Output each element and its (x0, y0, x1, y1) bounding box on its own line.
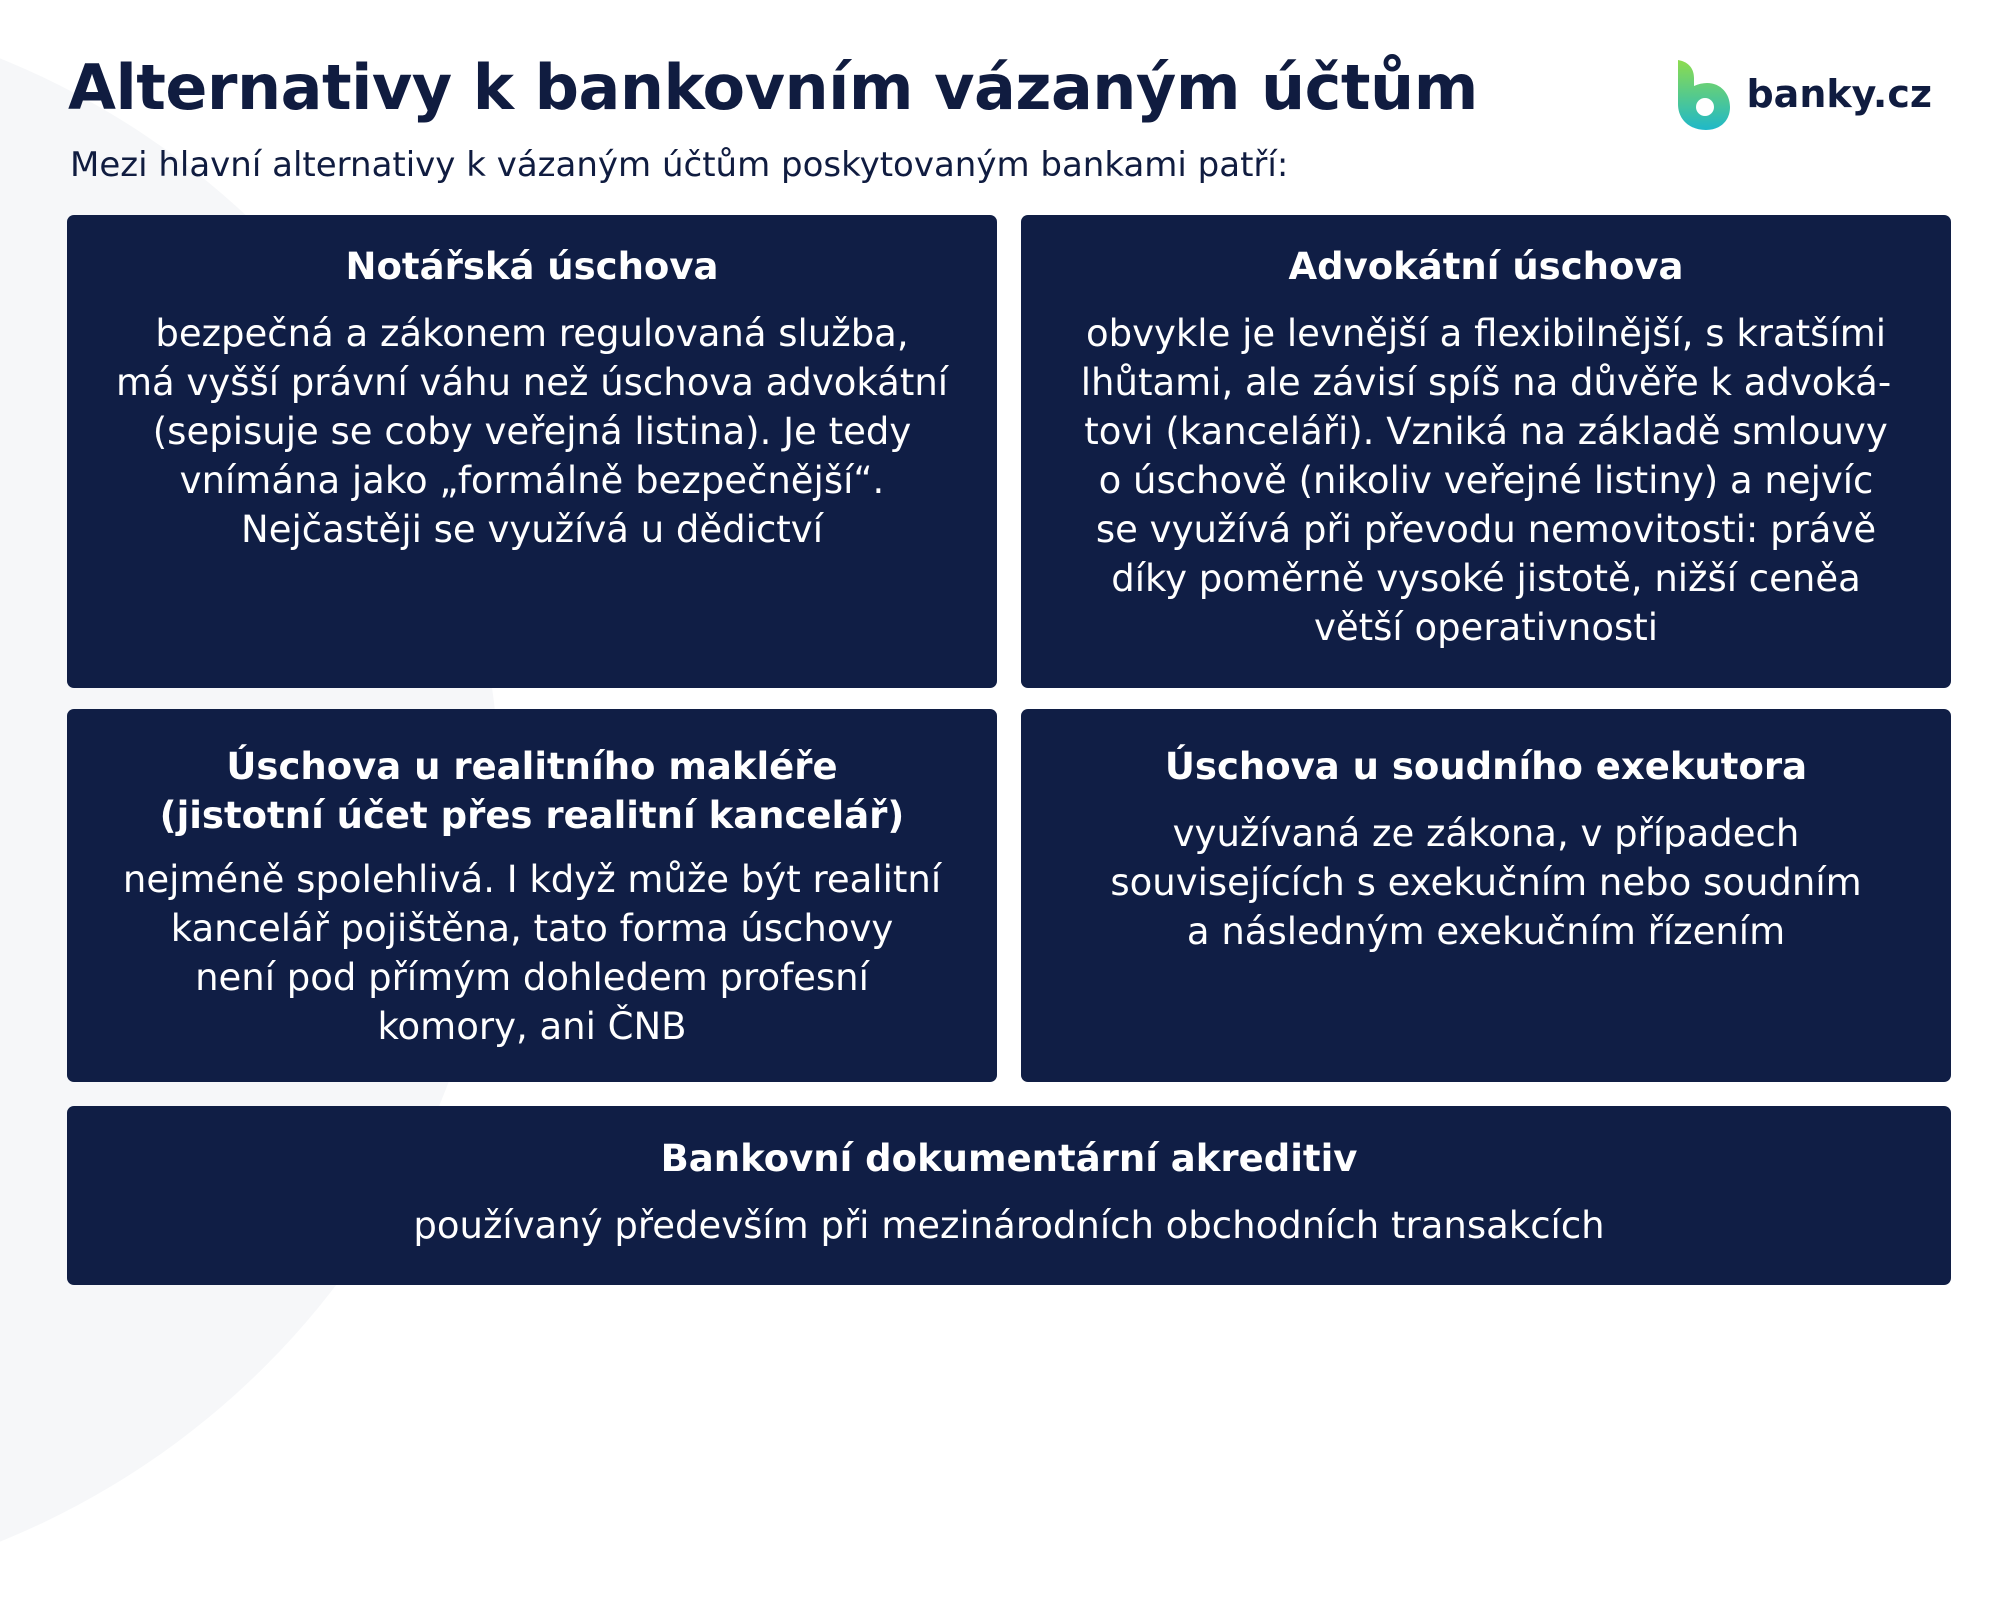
page-subtitle: Mezi hlavní alternativy k vázaným účtům poskytovaným bankami patří: (70, 145, 1289, 185)
logo (1674, 54, 1932, 134)
card-advokatni-uschova (1021, 215, 1951, 688)
card-text: obvykle je levnější a flexibilnější, s kratšími lhůtami, ale závisí spíš na důvěře k advoká- tovi (kanceláři). Vzniká na základě smlouvy o úschově (nikoliv veřejné listiny) a nejvíc se využívá při převodu nemovitosti: právě díky poměrně vysoké jistotě, nižší ceněa větší operativnosti (1080, 312, 1892, 649)
banky-logo-icon (1674, 56, 1732, 132)
card-title: Advokátní úschova (1288, 245, 1684, 288)
card-title: Úschova u soudního exekutora (1164, 745, 1808, 788)
card-notarska-uschova (67, 215, 997, 688)
card-title: Notářská úschova (345, 245, 719, 288)
card-uschova-soudni-exekutor (1021, 709, 1951, 1082)
card-bankovni-akreditiv (67, 1106, 1951, 1285)
logo-text: banky.cz (1746, 72, 1932, 116)
card-uschova-realitni-makler (67, 709, 997, 1082)
page-title: Alternativy k bankovním vázaným účtům (68, 51, 1478, 124)
card-text: využívaná ze zákona, v případech souvisejících s exekučním nebo soudním a následným exekučním řízením (1110, 812, 1862, 953)
card-text: bezpečná a zákonem regulovaná služba, má vyšší právní váhu než úschova advokátní (sepisuje se coby veřejná listina). Je tedy vnímána jako „formálně bezpečnější“. Nejčastěji se využívá u dědictví (115, 312, 949, 551)
card-text: nejméně spolehlivá. I když může být realitní kancelář pojištěna, tato forma úschovy není pod přímým dohledem profesní komory, ani ČNB (122, 858, 942, 1048)
card-text: používaný především při mezinárodních obchodních transakcích (413, 1204, 1605, 1247)
header (68, 48, 1932, 198)
card-title: Bankovní dokumentární akreditiv (660, 1137, 1358, 1180)
card-title: Úschova u realitního makléře (jistotní účet přes realitní kancelář) (159, 745, 905, 837)
